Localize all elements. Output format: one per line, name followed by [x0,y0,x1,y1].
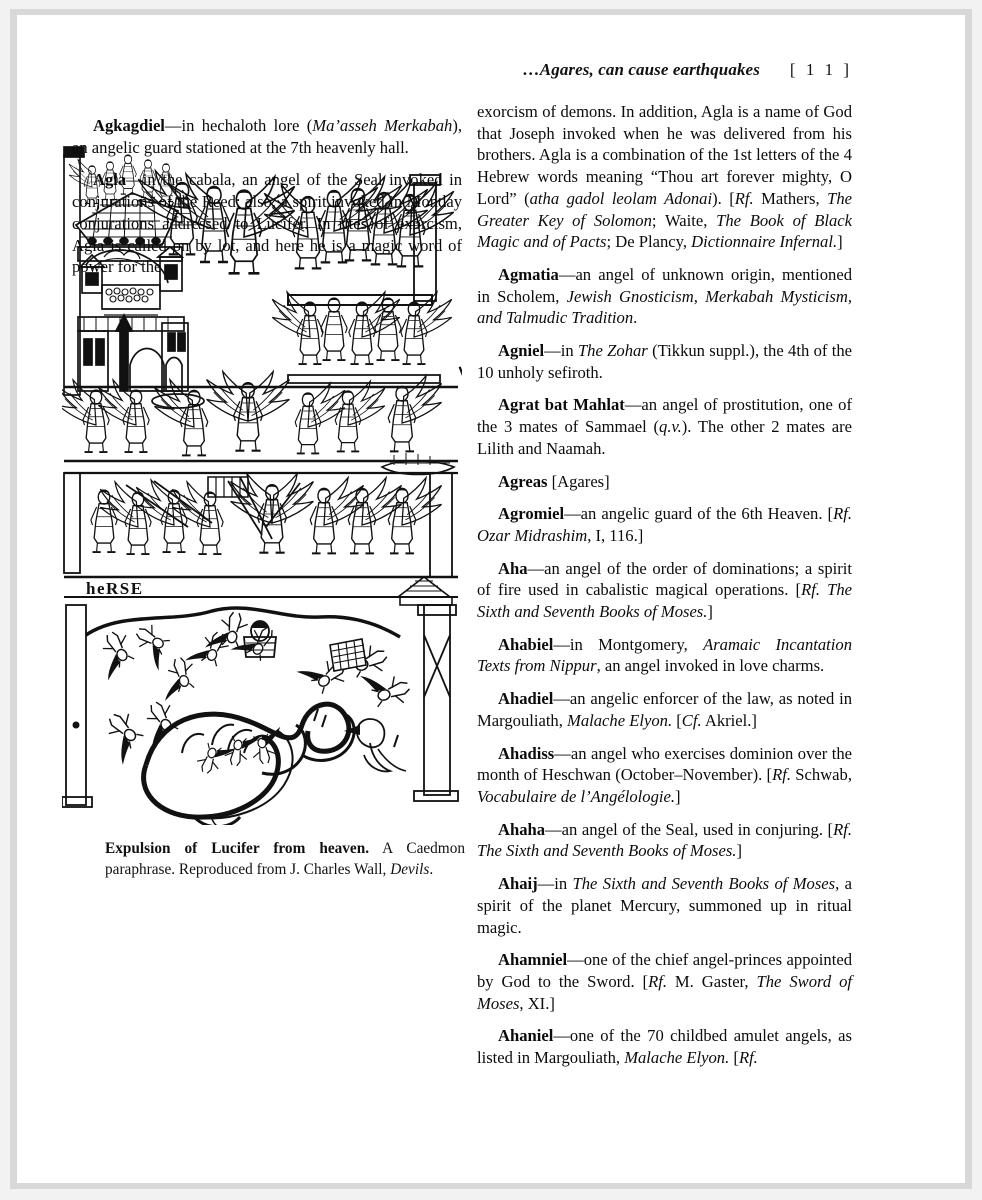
figure-caption-body: A Caedmon paraphrase. Reproduced from J. Charles Wall, [105,840,465,878]
entry-text-run: —an angel of unknown origin, mentioned in Scholem, [477,264,852,306]
entry-italic-run: Jewish Gnosticism, Merkabah Mysticism, and Talmudic Tradition [477,286,852,328]
entry-text-run: ; Waite, [651,210,717,230]
running-head [457,60,852,86]
entry-headword: Ahaij [498,874,538,894]
entry-text-run: —an angel of prostitution, one of the 3 mates of Sammael ( [477,395,852,437]
entry-text-run: (Tikkun suppl.), the 4th of the 10 unholy sefiroth. [477,341,852,382]
entry-text-run: M. Gaster, [666,971,757,991]
entry-text-run: [ [729,1048,739,1068]
entry-italic-run: q.v. [659,417,682,437]
entry-ahaij [477,873,852,938]
entry-italic-run: Vocabulaire de l’Angélologie. [477,786,675,806]
entry-text-run: —in [544,341,578,361]
entry-agmatia [477,264,852,329]
entry-text-run: —in the cabala, an angel of the Seal invoked in conjurations of the Reed; also, a spirit invoked in Monday conjurations addressed to Lucifer. In rites of exorcism, Agla is called on by lot, and here he is a magic word of power for the [72,170,462,277]
entry-text-run: ; De Plancy, [606,232,692,252]
entry-italic-run: The Greater Key of Solomon [477,188,853,230]
entry-italic-run: The Sword of Moses [477,971,852,1013]
entry-headword: Agromiel [498,504,565,524]
entry-agromiel [477,503,852,546]
entry-text-run: Schwab, [791,765,852,785]
page-number: [ 1 1 ] [789,60,852,79]
entry-text-run: —in Montgomery, [553,634,704,654]
entry-headword: Agla [93,170,127,190]
entry-headword: Ahabiel [498,634,554,654]
entry-ahadiel [477,688,852,731]
entry-italic-run: Rf. [648,971,667,991]
entry-ahabiel [477,634,852,677]
entry-italic-run: Rf. Ozar Midrashim [477,504,852,545]
figure-caption-source: Devils [390,860,430,878]
entry-text-run: —an angelic enforcer of the law, as noted in Margouliath, [477,689,852,730]
entry-ahaniel [477,1025,852,1068]
entry-italic-run: Malache Elyon. [624,1048,730,1068]
entry-italic-run: The Sixth and Seventh Books of Moses [572,874,836,894]
figure-caption-end: . [429,860,434,878]
entry-agkagdiel [72,115,462,158]
entry-text-run: ). The other 2 mates are Lilith and Naamah. [477,417,852,458]
figure-caption [105,839,465,880]
entry-aha [477,558,852,623]
entry-italic-run: Dictionnaire Infernal. [691,232,838,252]
entry-headword: Aha [498,558,528,578]
entry-text-run: —one of the 70 childbed amulet angels, as listed in Margouliath, [477,1026,852,1068]
entry-text-run: —in hechaloth lore ( [164,116,313,135]
entry-text-run: —an angel of the order of dominations; a spirit of fire used in cabalistic magical operations. [ [477,558,852,600]
entry-text-run: ] [837,232,843,252]
running-head-title: …Agares, can cause earthquakes [522,60,760,79]
entry-text-run: , a spirit of the planet Mercury, summoned up in ritual magic. [477,874,852,937]
entry-italic-run: Aramaic Incantation Texts from Nippur [477,634,852,676]
entry-headword: Agreas [498,471,548,491]
entry-italic-run: The Book of Black Magic and of Pacts [477,210,852,252]
entry-text-run: Akriel.] [701,710,757,730]
entry-italic-run: Rf. [738,1048,758,1068]
entry-text-run: , an angel invoked in love charms. [596,656,825,676]
text-column-left [72,115,462,289]
entry-italic-run: Malache Elyon. [567,710,673,730]
entry-italic-run: Rf. The Sixth and Seventh Books of Moses. [477,580,852,622]
entry-text-run: , XI.] [519,993,555,1013]
book-page [17,15,965,1183]
entry-headword: Agkagdiel [93,116,165,135]
entry-headword: Agrat bat Mahlat [498,395,625,415]
entry-text-run: [Agares] [547,471,610,491]
entry-italic-run: atha gadol leolam Adonai [529,188,713,208]
entry-headword: Ahaha [498,819,546,839]
entry-agrat-bat-mahlat [477,394,852,459]
entry-agniel [477,340,852,383]
entry-ahadiss [477,743,852,808]
entry-text-run: —an angelic guard of the 6th Heaven. [ [564,504,834,524]
illustration-inscription: heRSE [86,579,144,598]
entry-headword: Ahamniel [498,950,568,970]
entry-headword: Agniel [498,341,545,361]
entry-text-run: ). [ [712,188,735,208]
text-column-right [477,101,852,1080]
entry-text-run: ] [707,602,713,622]
entry-italic-run: Cf. [681,710,702,730]
entry-agreas [477,471,852,493]
entry-text-run: . [633,308,638,328]
dictionary-entries-right [477,101,852,1069]
entry-text-run: —one of the chief angel-princes appointed by God to the Sword. [ [477,950,852,991]
entry-italic-run: The Zohar [577,341,648,361]
entry-ahaha [477,819,852,862]
entry-text-run: —an angel who exercises dominion over the month of Heschwan (October–November). [ [477,743,852,785]
entry-agla [72,169,462,278]
entry-text-run: exorcism of demons. In addition, Agla is a name of God that Joseph invoked when he was delivered from his brothers. Agla is a combination of the 1st letters of the 4 Hebrew words meaning “Thou art forever mighty, O Lord” ( [477,102,852,208]
entry-text-run: —in [537,874,573,894]
entry-text-run: —an angel of the Seal, used in conjuring. [ [545,819,834,839]
entry-headword: Ahaniel [498,1026,554,1046]
entry-italic-run: Rf. [734,188,754,208]
entry-text-run: , I, 116.] [587,525,644,545]
entry-headword: Ahadiel [498,689,554,709]
dictionary-entries-left [72,115,462,278]
entry-headword: Ahadiss [498,743,555,763]
entry-text-run: ] [675,786,681,806]
entry-italic-run: Rf. The Sixth and Seventh Books of Moses. [477,819,852,861]
entry-text-run: ), an angelic guard stationed at the 7th heavenly hall. [72,116,462,157]
entry-text-run: [ [672,710,682,730]
entry-headword: Agmatia [498,264,559,284]
entry-text-run: Mathers, [753,188,828,208]
entry-italic-run: Rf. [772,765,791,785]
entry-text-run: ] [736,841,742,861]
entry-agla-continued [477,101,852,253]
entry-italic-run: Ma’asseh Merkabah [312,116,453,135]
figure-caption-title: Expulsion of Lucifer from heaven. [105,840,370,857]
entry-ahamniel [477,949,852,1014]
